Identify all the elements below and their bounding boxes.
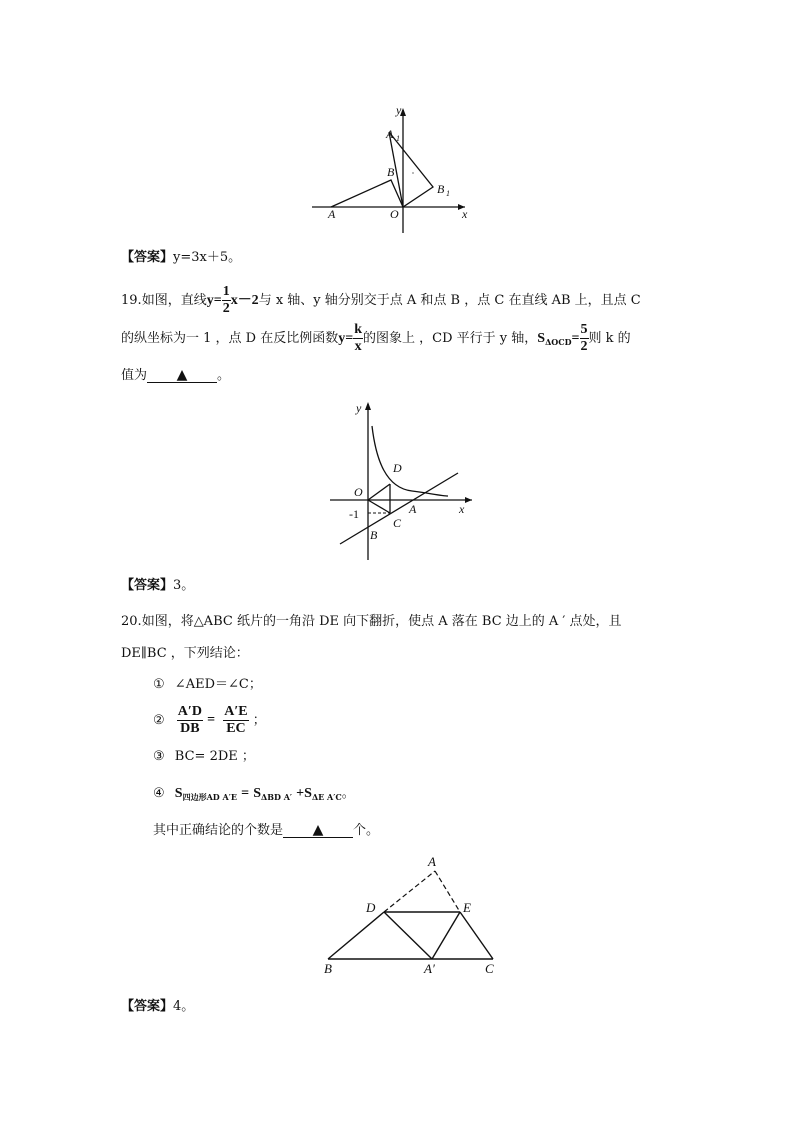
answer-label: 【答案】 (121, 578, 174, 593)
question-text: 的图象上 ，CD 平行于 y 轴， (363, 331, 538, 346)
area-subscript: ΔOCD (545, 337, 572, 347)
conclusion-4 (153, 787, 355, 801)
question-19-line-2 (121, 323, 631, 354)
conclusion-marker: ① (153, 677, 165, 692)
fraction-numerator: 5 (580, 322, 588, 337)
fig18-label-a: A (328, 207, 336, 221)
fig19-label-o: O (354, 485, 363, 499)
conclusion-tail: ； (252, 713, 266, 728)
area-subscript: ΔE A′C (311, 792, 342, 802)
question-19-line-1 (121, 285, 641, 316)
fraction-denominator: 2 (580, 339, 588, 354)
question-number: 20. (121, 614, 142, 629)
question-text: 的纵坐标为一 1 ，点 D 在反比例函数 (121, 331, 339, 346)
question-text: 值为 (121, 368, 148, 383)
fig18-label-a1-sub: 1 (396, 134, 400, 143)
fraction-denominator: DB (180, 721, 200, 736)
fig18-label-a1: A (386, 127, 394, 141)
area-symbol: S (304, 786, 312, 801)
fraction-ad-over-db (177, 705, 203, 736)
conclusion-equals: = (207, 712, 216, 728)
question-text: 。 (217, 368, 231, 383)
question-text: 个。 (353, 823, 380, 838)
fig19-label-neg1: -1 (349, 507, 359, 521)
stray-dot (412, 172, 413, 173)
area-equals: = (571, 331, 580, 346)
fig20-label-e: E (463, 900, 471, 915)
conclusion-text: ∠AED＝∠C； (174, 677, 262, 692)
fig19-label-y: y (356, 401, 362, 415)
conclusion-text: BC= 2DE ； (174, 749, 255, 764)
fraction-denominator: EC (226, 721, 246, 736)
line-equation-y: y= (206, 293, 222, 308)
question-text: 其中正确结论的个数是 (153, 823, 284, 838)
fig18-label-o: O (390, 207, 399, 221)
fig18-label-b: B (387, 165, 395, 179)
answer-20 (121, 1000, 194, 1013)
figure-19 (320, 398, 480, 563)
area-subscript: 四边形AD A′E (182, 792, 237, 802)
fig18-label-b1-sub: 1 (446, 189, 450, 198)
fig18-label-y: y (396, 103, 402, 117)
conclusion-marker: ④ (153, 786, 165, 801)
area-symbol: S (537, 331, 546, 346)
fraction-numerator: A′D (177, 704, 202, 719)
fraction-k-over-x (353, 323, 363, 354)
fraction-one-half (222, 285, 231, 316)
answer-text: 4。 (173, 999, 195, 1014)
fraction-denominator: x (354, 339, 362, 354)
conclusion-3 (153, 750, 255, 763)
question-text: DE∥BC ，下列结论： (121, 646, 249, 661)
question-text: 与 x 轴、y 轴分别交于点 A 和点 B ，点 C 在直线 AB 上，且点 C (258, 293, 641, 308)
fig20-label-a: A (428, 854, 436, 869)
answer-18 (121, 251, 241, 264)
fig20-label-a-prime: A′ (424, 961, 435, 976)
line-equation-tail: x－2 (230, 293, 259, 308)
figure-18 (300, 100, 480, 240)
conclusion-marker: ② (153, 713, 165, 728)
fraction-numerator: 1 (222, 284, 230, 299)
question-text: 如图，将△ABC 纸片的一角沿 DE 向下翻折，使点 A 落在 BC 边上的 A ′ 点处，且 (141, 614, 622, 629)
fig20-label-d: D (366, 900, 376, 915)
answer-text: 3。 (173, 578, 195, 593)
question-text: 如图，直线 (141, 293, 207, 308)
fig19-label-a: A (409, 502, 417, 516)
triangle-marker: ▲ (176, 367, 188, 383)
question-19-line-3 (121, 368, 230, 383)
answer-blank (283, 823, 353, 838)
inverse-function-y: y= (338, 331, 354, 346)
answer-19 (121, 579, 194, 592)
question-20-ask (153, 823, 379, 838)
fraction-numerator: k (354, 322, 363, 337)
area-subscript: ΔBD A′ (261, 792, 293, 802)
answer-text: y=3x＋5。 (173, 250, 242, 265)
conclusion-plus: + (296, 786, 305, 801)
area-symbol: S (174, 786, 183, 801)
fig18-label-b1: B (437, 182, 445, 196)
answer-label: 【答案】 (121, 999, 174, 1014)
conclusion-2 (153, 705, 266, 736)
conclusion-tail: 。 (341, 786, 355, 801)
fraction-numerator: A′E (224, 704, 248, 719)
answer-label: 【答案】 (121, 250, 174, 265)
conclusion-marker: ③ (153, 749, 165, 764)
fig19-label-d: D (393, 461, 402, 475)
question-20-line-1 (121, 615, 622, 628)
conclusion-1 (153, 678, 262, 691)
figure-20 (310, 848, 510, 978)
fraction-ae-over-ec (223, 705, 248, 736)
fraction-denominator: 2 (222, 301, 230, 316)
fig19-label-b: B (370, 528, 378, 542)
fig19-label-x: x (459, 502, 465, 516)
question-20-line-2 (121, 647, 249, 660)
fraction-five-half (580, 323, 589, 354)
fig18-label-x: x (462, 207, 468, 221)
fig19-label-c: C (393, 516, 402, 530)
area-symbol: S (253, 786, 261, 801)
answer-blank (147, 368, 217, 383)
triangle-marker: ▲ (312, 822, 324, 838)
conclusion-equals: = (241, 786, 250, 801)
fig20-label-b: B (324, 961, 332, 976)
fig20-label-c: C (485, 961, 494, 976)
question-text: 则 k 的 (588, 331, 631, 346)
question-number: 19. (121, 293, 142, 308)
